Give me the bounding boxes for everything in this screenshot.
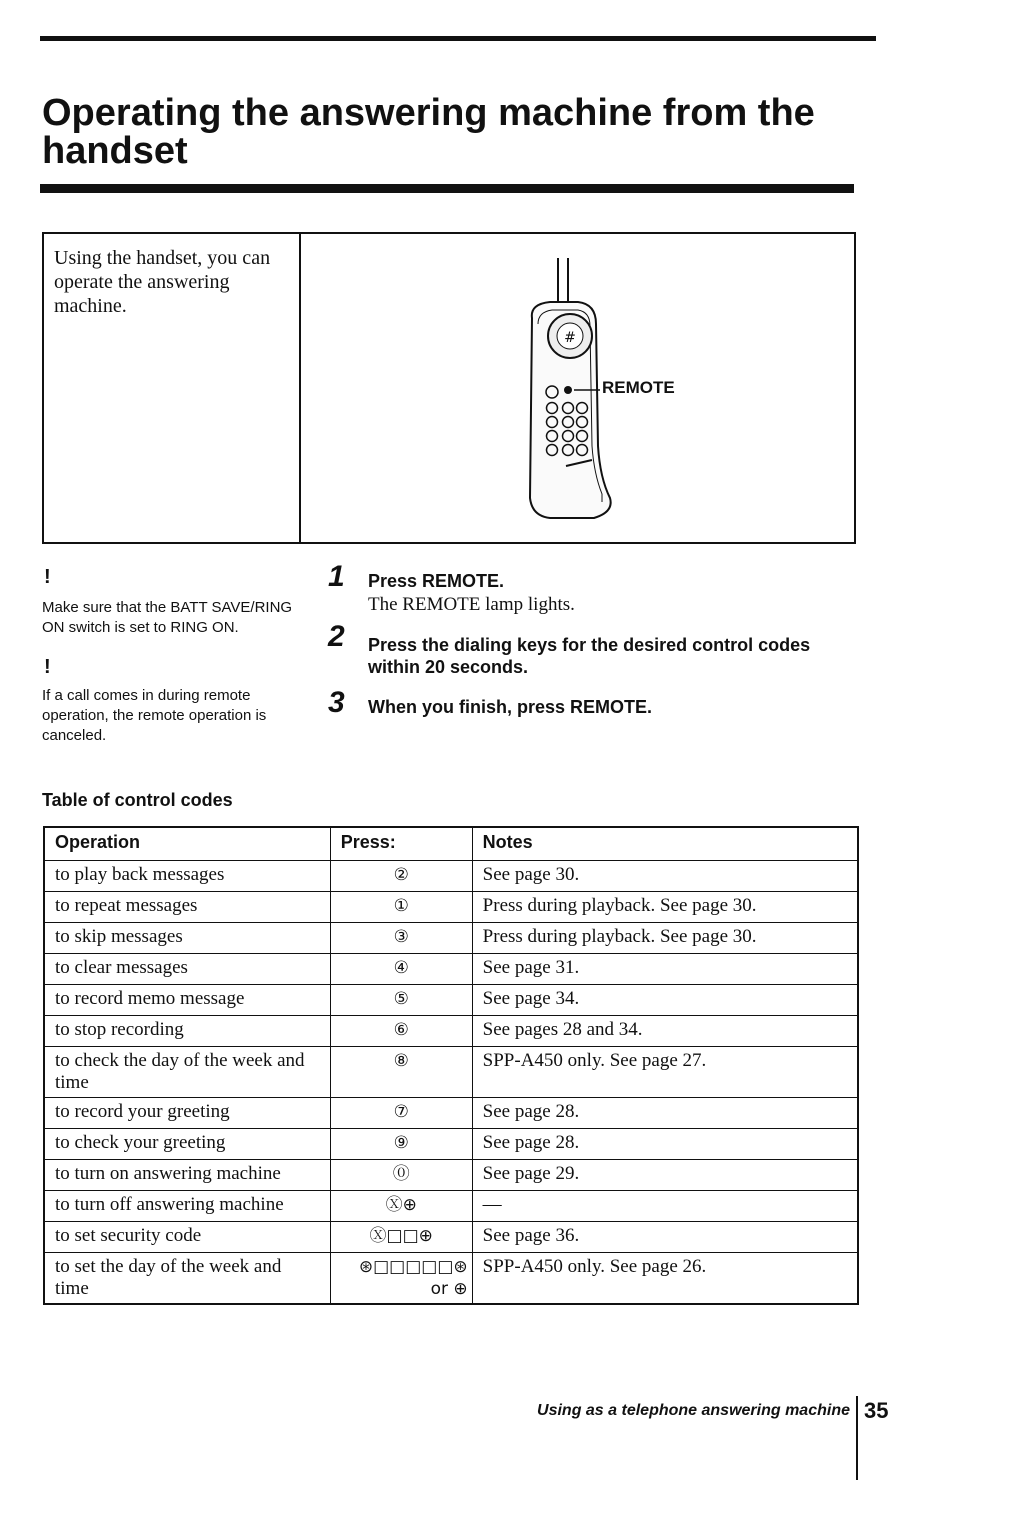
notes-cell: See pages 28 and 34. bbox=[472, 1016, 858, 1047]
table-row bbox=[44, 954, 858, 985]
press-cell: ⑧ bbox=[330, 1047, 472, 1098]
svg-text:#: # bbox=[564, 330, 576, 346]
operation-cell: to set the day of the week and time bbox=[44, 1253, 330, 1305]
press-alternative: or ⊕ bbox=[430, 1279, 468, 1299]
step-number-1: 1 bbox=[328, 560, 345, 593]
notes-cell: SPP-A450 only. See page 26. bbox=[472, 1253, 858, 1305]
note-text-1: Make sure that the BATT SAVE/RING ON switch is set to RING ON. bbox=[42, 599, 293, 636]
header-operation: Operation bbox=[44, 827, 330, 861]
operation-cell: to play back messages bbox=[44, 861, 330, 892]
press-cell: Ⓧ⊕ bbox=[330, 1191, 472, 1222]
press-cell: ① bbox=[330, 892, 472, 923]
press-cell: ⓪ bbox=[330, 1160, 472, 1191]
operation-cell: to turn on answering machine bbox=[44, 1160, 330, 1191]
press-cell bbox=[330, 1253, 472, 1305]
footer-divider bbox=[856, 1396, 858, 1480]
header-notes: Notes bbox=[472, 827, 858, 861]
table-row bbox=[44, 1191, 858, 1222]
press-cell: ⑨ bbox=[330, 1129, 472, 1160]
press-cell: ③ bbox=[330, 923, 472, 954]
operation-cell: to skip messages bbox=[44, 923, 330, 954]
intro-text: Using the handset, you can operate the answering machine. bbox=[54, 247, 271, 317]
operation-cell: to record memo message bbox=[44, 985, 330, 1016]
press-cell: ⑤ bbox=[330, 985, 472, 1016]
table-row bbox=[44, 1047, 858, 1098]
notes-cell: See page 36. bbox=[472, 1222, 858, 1253]
page-number: 35 bbox=[864, 1398, 889, 1423]
press-cell: ④ bbox=[330, 954, 472, 985]
operation-cell: to stop recording bbox=[44, 1016, 330, 1047]
notes-cell: Press during playback. See page 30. bbox=[472, 923, 858, 954]
table-row bbox=[44, 1160, 858, 1191]
intro-divider bbox=[299, 234, 301, 542]
page-title: Operating the answering machine from the handset bbox=[42, 92, 815, 172]
step-title-2: Press the dialing keys for the desired control codes within 20 seconds. bbox=[368, 635, 811, 677]
press-cell: ⑦ bbox=[330, 1098, 472, 1129]
table-row bbox=[44, 923, 858, 954]
note-text-2: If a call comes in during remote operation, the remote operation is canceled. bbox=[42, 687, 267, 744]
notes-cell: — bbox=[472, 1191, 858, 1222]
notes-cell: SPP-A450 only. See page 27. bbox=[472, 1047, 858, 1098]
step-title-3: When you finish, press REMOTE. bbox=[368, 697, 653, 717]
title-underline bbox=[40, 184, 854, 193]
notes-cell: See page 30. bbox=[472, 861, 858, 892]
operation-cell: to repeat messages bbox=[44, 892, 330, 923]
step-number-3: 3 bbox=[328, 686, 345, 719]
table-row bbox=[44, 985, 858, 1016]
table-row bbox=[44, 1253, 858, 1305]
notes-cell: See page 34. bbox=[472, 985, 858, 1016]
notes-cell: See page 28. bbox=[472, 1098, 858, 1129]
top-rule bbox=[40, 36, 876, 41]
control-codes-table bbox=[43, 826, 859, 1305]
note-mark-1: ! bbox=[44, 566, 51, 588]
step-title-1: Press REMOTE. bbox=[368, 571, 505, 591]
remote-callout-label: REMOTE bbox=[602, 378, 675, 397]
notes-cell: See page 29. bbox=[472, 1160, 858, 1191]
table-row bbox=[44, 1016, 858, 1047]
note-mark-2: ! bbox=[44, 656, 51, 678]
operation-cell: to turn off answering machine bbox=[44, 1191, 330, 1222]
table-header-row bbox=[44, 827, 858, 861]
operation-cell: to check the day of the week and time bbox=[44, 1047, 330, 1098]
table-row bbox=[44, 861, 858, 892]
table-row bbox=[44, 1098, 858, 1129]
step-desc-1: The REMOTE lamp lights. bbox=[368, 594, 575, 615]
press-cell: ② bbox=[330, 861, 472, 892]
table-row bbox=[44, 1222, 858, 1253]
intro-box bbox=[42, 232, 856, 544]
table-row bbox=[44, 892, 858, 923]
handset-illustration bbox=[474, 246, 614, 536]
notes-cell: See page 31. bbox=[472, 954, 858, 985]
notes-cell: Press during playback. See page 30. bbox=[472, 892, 858, 923]
operation-cell: to check your greeting bbox=[44, 1129, 330, 1160]
footer-section-title: Using as a telephone answering machine bbox=[537, 1402, 850, 1419]
table-row bbox=[44, 1129, 858, 1160]
operation-cell: to clear messages bbox=[44, 954, 330, 985]
press-cell: Ⓧ□□⊕ bbox=[330, 1222, 472, 1253]
press-cell: ⑥ bbox=[330, 1016, 472, 1047]
header-press: Press: bbox=[330, 827, 472, 861]
step-number-2: 2 bbox=[328, 620, 345, 653]
operation-cell: to record your greeting bbox=[44, 1098, 330, 1129]
notes-cell: See page 28. bbox=[472, 1129, 858, 1160]
operation-cell: to set security code bbox=[44, 1222, 330, 1253]
table-heading: Table of control codes bbox=[42, 790, 233, 810]
press-code: ⊛□□□□□⊛ bbox=[358, 1257, 468, 1277]
